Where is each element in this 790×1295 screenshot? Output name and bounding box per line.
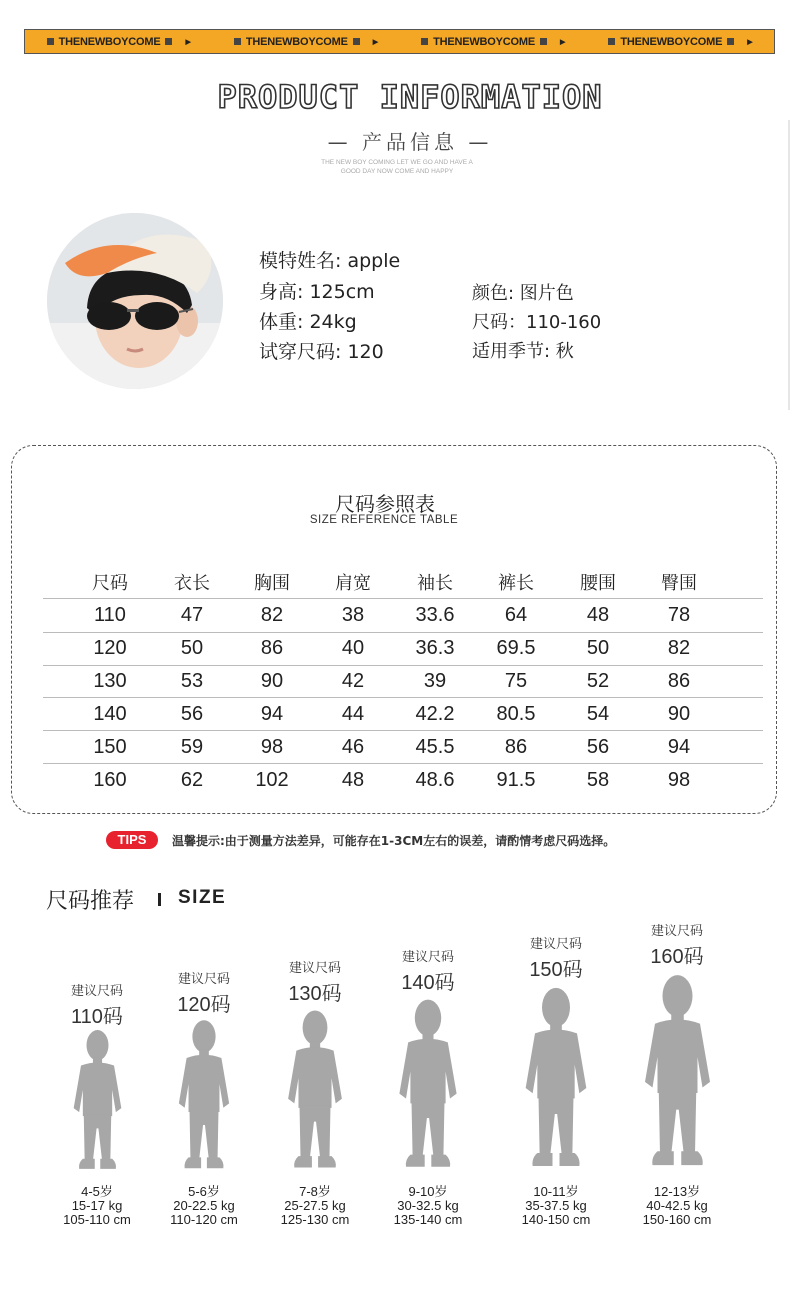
suggested-size-value: 150码 — [529, 959, 583, 981]
height-range: 140-150 cm — [521, 1212, 591, 1227]
table-cell: 75 — [504, 670, 528, 692]
table-cell: 86 — [667, 670, 691, 692]
table-cell: 50 — [180, 637, 204, 659]
table-cell: 90 — [260, 670, 284, 692]
model-try-size: 试穿尺码: 120 — [259, 341, 384, 363]
suggested-size-label: 建议尺码 — [70, 984, 123, 999]
title-divider — [158, 893, 161, 906]
table-header: 尺码 — [92, 573, 128, 594]
table-cell: 56 — [586, 736, 610, 758]
model-size-range: 尺码：110-160 — [472, 312, 602, 333]
table-row-divider — [43, 763, 763, 764]
suggested-size-label: 建议尺码 — [529, 937, 582, 952]
table-cell: 33.6 — [415, 604, 455, 626]
table-cell: 58 — [586, 769, 610, 791]
triangle-arrow-icon: ▶ — [185, 38, 191, 46]
table-size-cell: 130 — [93, 670, 127, 692]
table-row-divider — [43, 697, 763, 698]
table-cell: 48 — [341, 769, 365, 791]
size-figure-label — [612, 920, 742, 969]
size-figure-label — [250, 957, 380, 1006]
weight-range: 40-42.5 kg — [646, 1198, 708, 1213]
table-cell: 53 — [180, 670, 204, 692]
model-color: 颜色: 图片色 — [472, 283, 574, 304]
table-cell: 52 — [586, 670, 610, 692]
height-range: 105-110 cm — [63, 1212, 131, 1227]
suggested-size-value: 120码 — [177, 994, 231, 1016]
table-cell: 36.3 — [415, 637, 455, 659]
child-silhouette — [521, 984, 591, 1179]
child-silhouette — [284, 1007, 346, 1179]
banner-item: THENEWBOYCOME ▶ — [608, 36, 752, 48]
weight-range: 30-32.5 kg — [397, 1198, 459, 1213]
triangle-arrow-icon: ▶ — [559, 38, 566, 46]
table-header: 衣长 — [174, 573, 210, 594]
table-cell: 64 — [504, 604, 528, 626]
age-range: 5-6岁 — [188, 1184, 220, 1199]
square-icon — [47, 38, 54, 45]
table-size-cell: 110 — [94, 604, 126, 626]
table-cell: 82 — [260, 604, 284, 626]
height-range: 150-160 cm — [642, 1212, 712, 1227]
weight-range: 25-27.5 kg — [284, 1198, 346, 1213]
square-icon — [727, 38, 734, 45]
table-cell: 50 — [586, 637, 610, 659]
weight-range: 15-17 kg — [71, 1198, 123, 1213]
table-cell: 42.2 — [415, 703, 455, 725]
table-cell: 78 — [667, 604, 691, 626]
suggested-size-value: 130码 — [288, 983, 342, 1005]
tips-badge: TIPS — [106, 831, 158, 849]
age-range: 7-8岁 — [299, 1184, 331, 1199]
table-cell: 62 — [180, 769, 204, 791]
banner-item: THENEWBOYCOME ▶ — [47, 36, 191, 48]
table-cell: 48 — [586, 604, 610, 626]
height-range: 135-140 cm — [393, 1212, 463, 1227]
table-cell: 40 — [341, 637, 365, 659]
model-season: 适用季节: 秋 — [472, 341, 574, 362]
height-range: 110-120 cm — [170, 1212, 238, 1227]
triangle-arrow-icon: ▶ — [372, 38, 378, 46]
table-cell: 38 — [341, 604, 365, 626]
top-banner — [24, 29, 775, 54]
model-photo — [47, 213, 223, 389]
table-cell: 45.5 — [415, 736, 455, 758]
table-size-cell: 120 — [93, 637, 127, 659]
table-cell: 86 — [504, 736, 528, 758]
age-range: 4-5岁 — [81, 1184, 113, 1199]
model-height: 身高: 125cm — [259, 281, 375, 303]
table-cell: 54 — [586, 703, 610, 725]
child-silhouette — [640, 971, 715, 1179]
table-size-cell: 150 — [93, 736, 127, 758]
table-size-cell: 140 — [93, 703, 127, 725]
table-cell: 69.5 — [496, 637, 536, 659]
suggested-size-value: 160码 — [650, 946, 704, 968]
table-cell: 98 — [260, 736, 284, 758]
weight-range: 20-22.5 kg — [173, 1198, 235, 1213]
table-cell: 82 — [667, 637, 691, 659]
table-header: 腰围 — [580, 573, 616, 594]
banner-item: THENEWBOYCOME ▶ — [234, 36, 378, 48]
table-row-divider — [43, 598, 763, 599]
size-table-title: 尺码参照表 — [335, 492, 435, 516]
suggested-size-label: 建议尺码 — [177, 972, 230, 987]
square-icon — [353, 38, 360, 45]
table-cell: 56 — [180, 703, 204, 725]
suggested-size-value: 140码 — [401, 972, 455, 994]
table-cell: 48.6 — [415, 769, 455, 791]
table-header: 袖长 — [417, 573, 453, 594]
age-range: 12-13岁 — [653, 1184, 701, 1199]
table-cell: 98 — [667, 769, 691, 791]
table-cell: 91.5 — [496, 769, 536, 791]
size-figure-info — [612, 1184, 742, 1227]
square-icon — [165, 38, 172, 45]
table-cell: 102 — [255, 769, 289, 791]
age-range: 9-10岁 — [408, 1184, 448, 1199]
child-silhouette — [175, 1017, 233, 1179]
square-icon — [421, 38, 428, 45]
table-cell: 46 — [341, 736, 365, 758]
table-header: 肩宽 — [335, 573, 371, 594]
table-size-cell: 160 — [93, 769, 127, 791]
model-avatar — [47, 213, 223, 389]
table-row-divider — [43, 730, 763, 731]
tips-text: 温馨提示:由于测量方法差异，可能存在1-3CM左右的误差，请酌情考虑尺码选择。 — [172, 834, 616, 848]
size-figure-info — [363, 1184, 493, 1227]
table-cell: 44 — [341, 703, 365, 725]
child-silhouette — [395, 996, 461, 1179]
square-icon — [540, 38, 547, 45]
product-information-title: PRODUCT INFORMATION — [217, 78, 603, 116]
square-icon — [608, 38, 615, 45]
table-cell: 47 — [180, 604, 204, 626]
size-figure-label — [363, 946, 493, 995]
table-row-divider — [43, 632, 763, 633]
height-range: 125-130 cm — [280, 1212, 350, 1227]
table-cell: 39 — [423, 670, 447, 692]
suggested-size-label: 建议尺码 — [288, 961, 341, 976]
table-cell: 86 — [260, 637, 284, 659]
table-cell: 42 — [341, 670, 365, 692]
triangle-arrow-icon: ▶ — [747, 38, 753, 46]
size-table-subtitle: SIZE REFERENCE TABLE — [309, 514, 459, 526]
child-silhouette — [70, 1027, 125, 1179]
model-weight: 体重: 24kg — [259, 311, 357, 333]
table-cell: 94 — [667, 736, 691, 758]
product-information-cn: — 产品信息 — — [327, 130, 493, 154]
table-cell: 59 — [180, 736, 204, 758]
table-cell: 90 — [667, 703, 691, 725]
suggested-size-label: 建议尺码 — [650, 924, 703, 939]
model-name: 模特姓名: apple — [259, 250, 401, 272]
banner-item: THENEWBOYCOME ▶ — [421, 36, 565, 48]
size-recommend-title: 尺码推荐 — [46, 889, 135, 914]
weight-range: 35-37.5 kg — [525, 1198, 587, 1213]
table-header: 胸围 — [254, 573, 290, 594]
table-header: 臀围 — [661, 573, 697, 594]
table-row-divider — [43, 665, 763, 666]
suggested-size-value: 110码 — [71, 1006, 123, 1028]
age-range: 10-11岁 — [533, 1184, 579, 1199]
size-figure-info — [491, 1184, 621, 1227]
table-cell: 80.5 — [496, 703, 536, 725]
table-header: 裤长 — [498, 573, 534, 594]
suggested-size-label: 建议尺码 — [401, 950, 454, 965]
size-recommend-title-en: SIZE — [178, 887, 227, 908]
table-cell: 94 — [260, 703, 284, 725]
size-figure-label — [491, 933, 621, 982]
tagline: THE NEW BOY COMING LET WE GO AND HAVE A GOOD DAY NOW COME AND HAPPY — [321, 159, 473, 175]
square-icon — [234, 38, 241, 45]
size-figure-info — [250, 1184, 380, 1227]
